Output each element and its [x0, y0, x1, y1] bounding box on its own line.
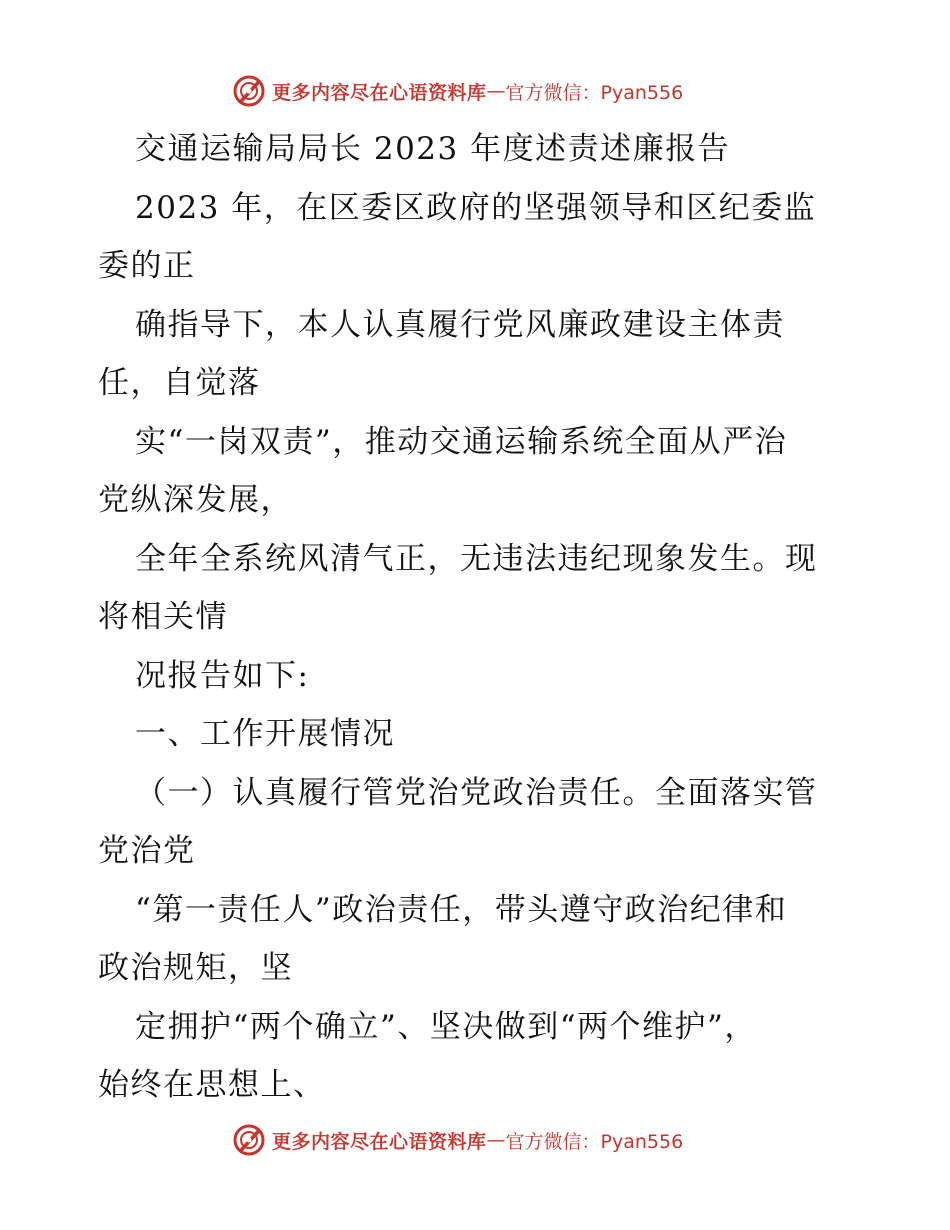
paragraph-line: 确指导下，本人认真履行党风廉政建设主体责 [135, 306, 785, 343]
banner-wechat: 官方微信：Pyan556 [505, 1130, 684, 1153]
paragraph-line: 将相关情 [98, 599, 228, 635]
subsection-heading: （一）认真履行管党治党政治责任。全面落实管 [135, 774, 818, 811]
header-watermark-banner [232, 71, 683, 111]
paragraph-line: 任，自觉落 [98, 365, 261, 401]
paragraph-line: “第一责任人”政治责任，带头遵守政治纪律和 [135, 891, 788, 928]
paragraph-line: 况报告如下: [135, 657, 310, 694]
paragraph-line: 始终在思想上、 [98, 1067, 326, 1103]
banner-separator: — [486, 1129, 506, 1151]
paragraph-line: 实“一岗双责”，推动交通运输系统全面从严治 [135, 423, 788, 460]
document-body [98, 120, 858, 1115]
paragraph-line: 党纵深发展， [98, 482, 293, 518]
banner-text: 更多内容尽在心语资料库 [272, 1130, 487, 1153]
banner-separator: — [486, 80, 506, 102]
section-heading: 一、工作开展情况 [135, 716, 395, 752]
paragraph-line: 全年全系统风清气正，无违法违纪现象发生。现 [135, 540, 818, 577]
quill-seal-icon [232, 74, 266, 108]
paragraph-line: 2023 年，在区委区政府的坚强领导和区纪委监 [135, 189, 817, 226]
paragraph-line: 定拥护“两个确立”、坚决做到“两个维护”， [135, 1008, 757, 1045]
paragraph-line: 政治规矩，坚 [98, 950, 293, 986]
banner-text: 更多内容尽在心语资料库 [272, 81, 487, 104]
paragraph-line: 委的正 [98, 248, 196, 284]
document-title: 交通运输局局长 2023 年度述责述廉报告 [135, 131, 731, 167]
footer-watermark-banner [232, 1120, 683, 1160]
banner-wechat: 官方微信：Pyan556 [505, 81, 684, 104]
paragraph-line: 党治党 [98, 833, 196, 869]
quill-seal-icon [232, 1123, 266, 1157]
